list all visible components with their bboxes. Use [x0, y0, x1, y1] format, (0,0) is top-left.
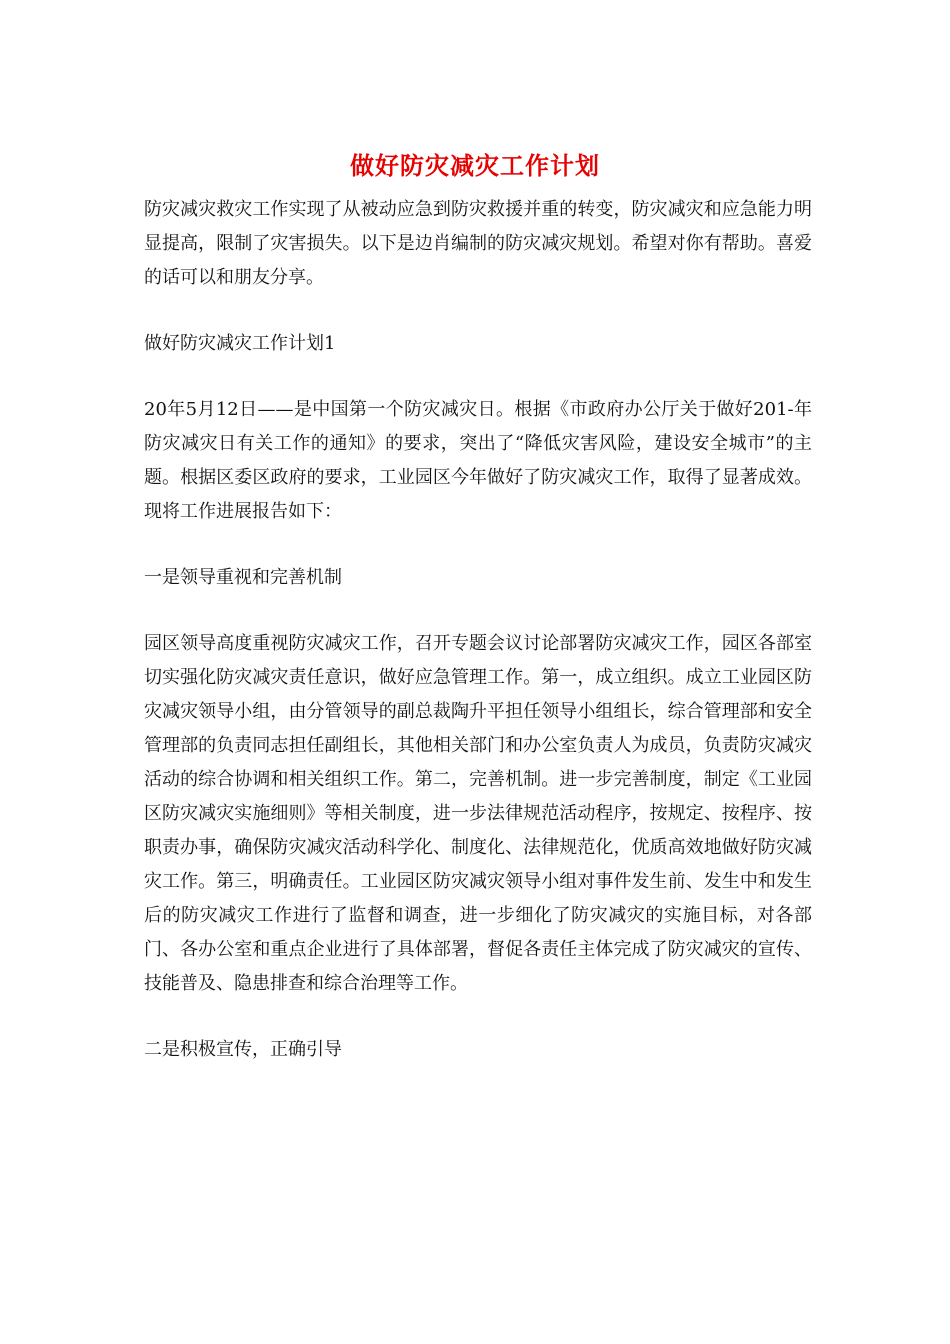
intro-paragraph: 防灾减灾救灾工作实现了从被动应急到防灾救援并重的转变，防灾减灾和应急能力明显提高，限制了灾害损失。以下是边肖编制的防灾减灾规划。希望对你有帮助。喜爱的话可以和朋友分享。 — [144, 199, 812, 288]
subheading-publicity: 二是积极宣传，正确引导 — [144, 1039, 342, 1060]
document-body — [144, 193, 812, 1067]
paragraph-leadership: 园区领导高度重视防灾减灾工作，召开专题会议讨论部署防灾减灾工作，园区各部室切实强化防灾减灾责任意识，做好应急管理工作。第一，成立组织。成立工业园区防灾减灾领导小组，由分管领导的副总裁陶升平担任领导小组组长，综合管理部和安全管理部的负责同志担任副组长，其他相关部门和办公室负责人为成员，负责防灾减灾活动的综合协调和相关组织工作。第二，完善机制。进一步完善制度，制定《工业园区防灾减灾实施细则》等相关制度，进一步法律规范活动程序，按规定、按程序、按职责办事，确保防灾减灾活动科学化、制度化、法律规范化，优质高效地做好防灾减灾工作。第三，明确责任。工业园区防灾减灾领导小组对事件发生前、发生中和发生后的防灾减灾工作进行了监督和调查，进一步细化了防灾减灾的实施目标，对各部门、各办公室和重点企业进行了具体部署，督促各责任主体完成了防灾减灾的宣传、技能普及、隐患排查和综合治理等工作。 — [144, 633, 812, 994]
section-heading-plan-1: 做好防灾减灾工作计划1 — [144, 333, 336, 354]
document-title: 做好防灾减灾工作计划 — [350, 151, 600, 180]
subheading-leadership: 一是领导重视和完善机制 — [144, 567, 342, 588]
paragraph-background: 20年5月12日——是中国第一个防灾减灾日。根据《市政府办公厅关于做好201-年防灾减灾日有关工作的通知》的要求，突出了“降低灾害风险，建设安全城市”的主题。根据区委区政府的要求，工业园区今年做好了防灾减灾工作，取得了显著成效。现将工作进展报告如下： — [144, 399, 812, 522]
